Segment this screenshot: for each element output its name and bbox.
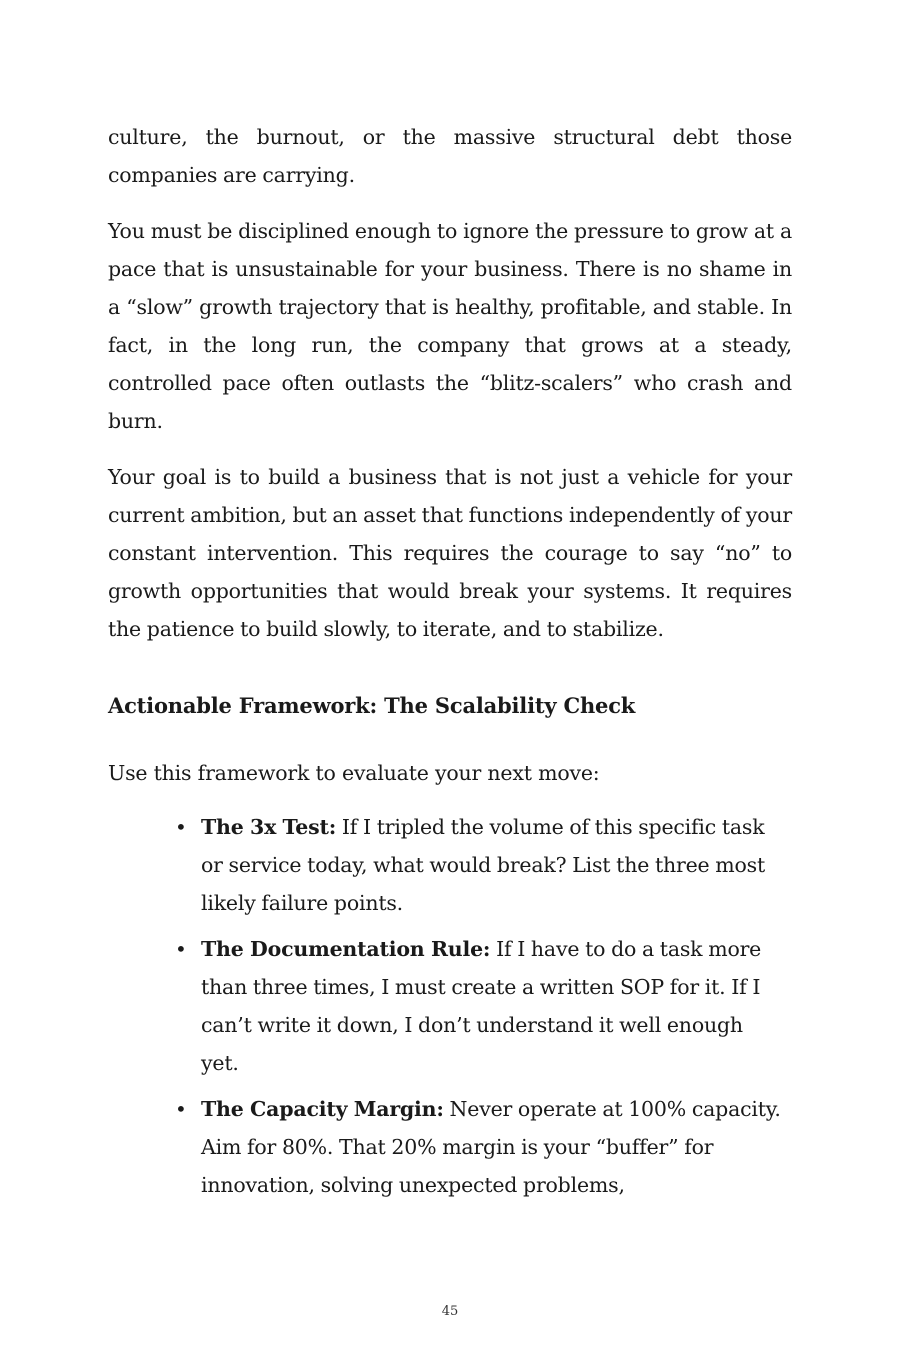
paragraph-1: culture, the burnout, or the massive structural debt those companies are carrying. (108, 125, 792, 187)
section-intro: Use this framework to evaluate your next move: (108, 761, 600, 785)
list-item-term: The Capacity Margin: (201, 1097, 444, 1121)
bullet-icon: • (175, 937, 187, 961)
list-item-text: If I tripled the volume of this specific task or service today, what would break? List the three most likely failure points. (201, 815, 766, 915)
list-item (175, 808, 792, 922)
page-body (108, 118, 792, 1212)
list-item-text: If I have to do a task more than three times, I must create a written SOP for it. If I can’t write it down, I don’t understand it well enough yet. (201, 937, 762, 1075)
bullet-icon: • (175, 1097, 187, 1121)
list-item-term: The Documentation Rule: (201, 937, 491, 961)
paragraph-3: Your goal is to build a business that is not just a vehicle for your current ambition, but an asset that functions independently of your constant intervention. This requires the courage to say “no” to growth opportunities that would break your systems. It requires the patience to build slowly, to iterate, and to stabilize. (108, 465, 792, 641)
bullet-icon: • (175, 815, 187, 839)
paragraph-2: You must be disciplined enough to ignore the pressure to grow at a pace that is unsustainable for your business. There is no shame in a “slow” growth trajectory that is healthy, profitable, and stable. In fact, in the long run, the company that grows at a steady, controlled pace often outlasts the “blitz-scalers” who crash and burn. (108, 219, 792, 433)
list-item (175, 1090, 792, 1204)
section-heading: Actionable Framework: The Scalability Check (108, 693, 636, 718)
framework-list (108, 808, 792, 1204)
list-item-text: Never operate at 100% capacity. Aim for 80%. That 20% margin is your “buffer” for innovation, solving unexpected problems, (201, 1097, 781, 1197)
list-item (175, 930, 792, 1082)
page-number: 45 (441, 1304, 459, 1319)
list-item-term: The 3x Test: (201, 815, 337, 839)
